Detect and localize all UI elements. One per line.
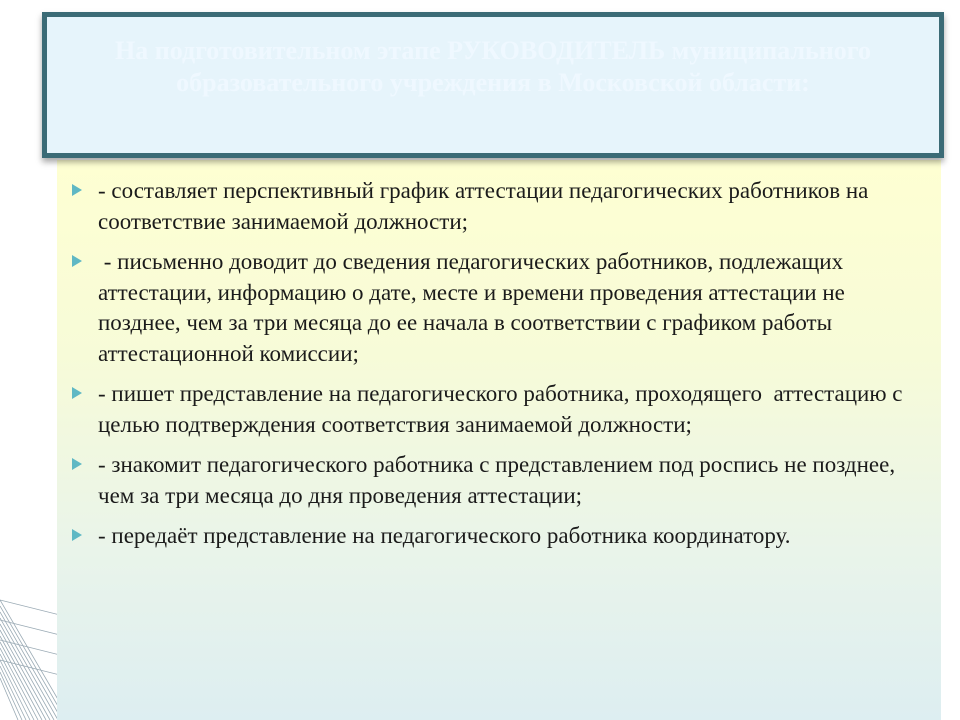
bullet-item [70,379,930,440]
triangle-bullet-icon [70,247,98,277]
bullet-text: - составляет перспективный график аттестации педагогических работников на соответствие занимаемой должности; [98,178,875,234]
bullet-item [70,521,930,552]
triangle-bullet-icon [70,521,98,551]
slide-title: На подготовительном этапе РУКОВОДИТЕЛЬ муниципального образовательного учреждения в Московской области: [115,36,871,97]
triangle-bullet-icon [70,450,98,480]
bullet-item [70,450,930,511]
bullet-text: - письменно доводит до сведения педагогических работников, подлежащих аттестации, информацию о дате, месте и времени проведения аттестации не позднее, чем за три месяца до ее начала в соответствии с графиком работы аттестационной комиссии; [98,249,851,366]
bullet-text: - пишет представление на педагогического работника, проходящего аттестацию с целью подтверждения соответствия занимаемой должности; [98,381,909,437]
triangle-bullet-icon [70,176,98,206]
bullet-list [70,176,930,562]
triangle-bullet-icon [70,379,98,409]
bullet-text: - знакомит педагогического работника с представлением под роспись не позднее, чем за три месяца до дня проведения аттестации; [98,452,901,508]
bullet-text: - передаёт представление на педагогического работника координатору. [98,523,791,548]
title-box [42,12,944,158]
bullet-item [70,176,930,237]
bullet-item [70,247,930,369]
